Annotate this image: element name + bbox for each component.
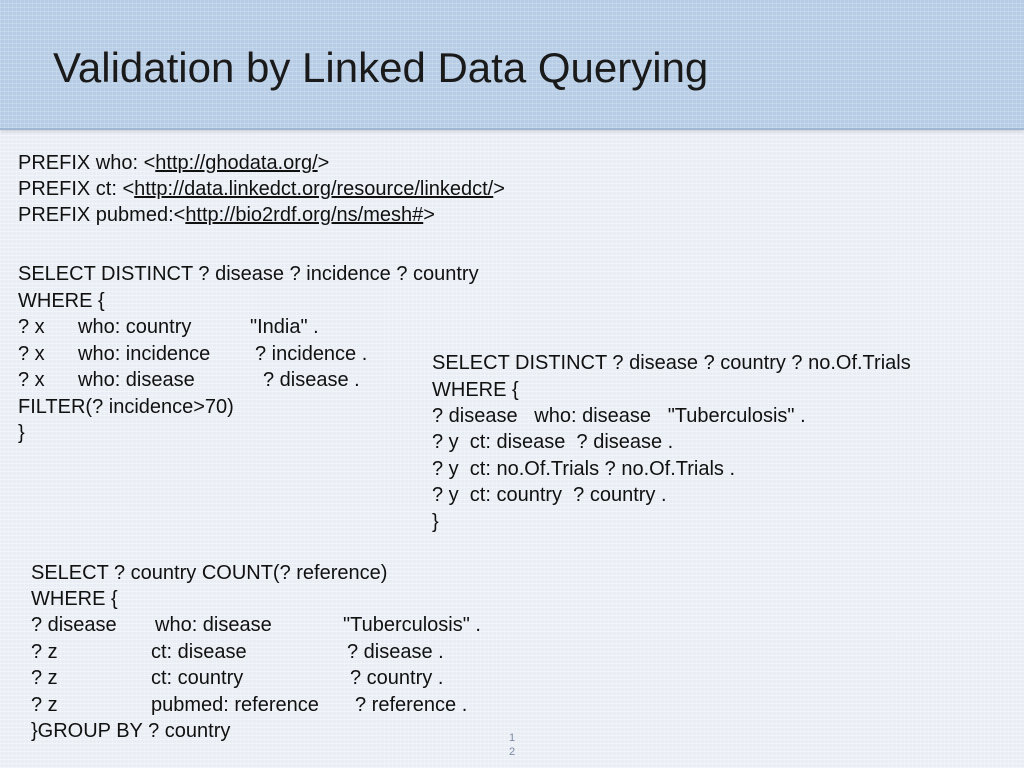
triple-object: ? disease . xyxy=(347,641,444,663)
triple-subject: ? z xyxy=(31,694,58,716)
triple-predicate: ct: disease xyxy=(151,641,247,663)
triple-object: "India" . xyxy=(250,316,319,338)
where-clause: WHERE { xyxy=(18,290,105,312)
prefix-close: > xyxy=(317,152,330,174)
triple-predicate: who: incidence xyxy=(78,343,211,365)
triple-subject: ? x xyxy=(18,316,45,338)
triple-predicate: who: disease xyxy=(78,369,195,391)
triple-predicate: pubmed: reference xyxy=(151,694,319,716)
triple-subject: ? x xyxy=(18,369,45,391)
triple-row: ? y ct: country ? country . xyxy=(432,484,667,506)
where-clause: WHERE { xyxy=(31,588,118,610)
filter-clause: FILTER(? incidence>70) xyxy=(18,396,234,418)
triple-subject: ? disease xyxy=(31,614,117,636)
triple-object: ? incidence . xyxy=(255,343,368,365)
triple-row: ? y ct: no.Of.Trials ? no.Of.Trials . xyxy=(432,458,736,480)
triple-predicate: who: disease xyxy=(155,614,272,636)
closing-brace: } xyxy=(432,511,439,533)
where-clause: WHERE { xyxy=(432,379,519,401)
triple-subject: ? z xyxy=(31,641,58,663)
triple-object: "Tuberculosis" . xyxy=(343,614,481,636)
prefix-close: > xyxy=(423,204,435,226)
triple-object: ? reference . xyxy=(355,694,468,716)
triple-predicate: ct: country xyxy=(151,667,244,689)
prefix-close: > xyxy=(493,178,505,200)
triple-subject: ? z xyxy=(31,667,58,689)
page-number-digit: 2 xyxy=(508,746,516,758)
prefix-text: PREFIX ct: < xyxy=(18,178,135,200)
closing-brace: } xyxy=(18,422,25,444)
select-clause: SELECT ? country COUNT(? reference) xyxy=(31,562,388,584)
page-number xyxy=(506,731,518,759)
triple-subject: ? x xyxy=(18,343,45,365)
triple-object: ? disease . xyxy=(263,369,360,391)
prefix-url-link[interactable]: http://ghodata.org/ xyxy=(155,152,318,174)
prefix-text: PREFIX pubmed:< xyxy=(18,204,186,226)
triple-object: ? country . xyxy=(350,667,444,689)
prefix-line-who xyxy=(18,150,329,176)
prefix-line-pubmed xyxy=(18,202,435,228)
prefix-url-link[interactable]: http://data.linkedct.org/resource/linkedct/ xyxy=(134,178,494,200)
prefix-line-ct xyxy=(18,176,505,202)
group-by-clause: }GROUP BY ? country xyxy=(31,720,231,742)
slide-title: Validation by Linked Data Querying xyxy=(53,44,709,91)
triple-row: ? y ct: disease ? disease . xyxy=(432,431,674,453)
triple-predicate: who: country xyxy=(78,316,192,338)
page-number-digit: 1 xyxy=(508,732,516,744)
prefix-text: PREFIX who: < xyxy=(18,152,156,174)
select-clause: SELECT DISTINCT ? disease ? country ? no.Of.Trials xyxy=(432,352,911,374)
prefix-url-link[interactable]: http://bio2rdf.org/ns/mesh# xyxy=(185,204,424,226)
select-clause: SELECT DISTINCT ? disease ? incidence ? country xyxy=(18,263,479,285)
triple-row: ? disease who: disease "Tuberculosis" . xyxy=(432,405,806,427)
